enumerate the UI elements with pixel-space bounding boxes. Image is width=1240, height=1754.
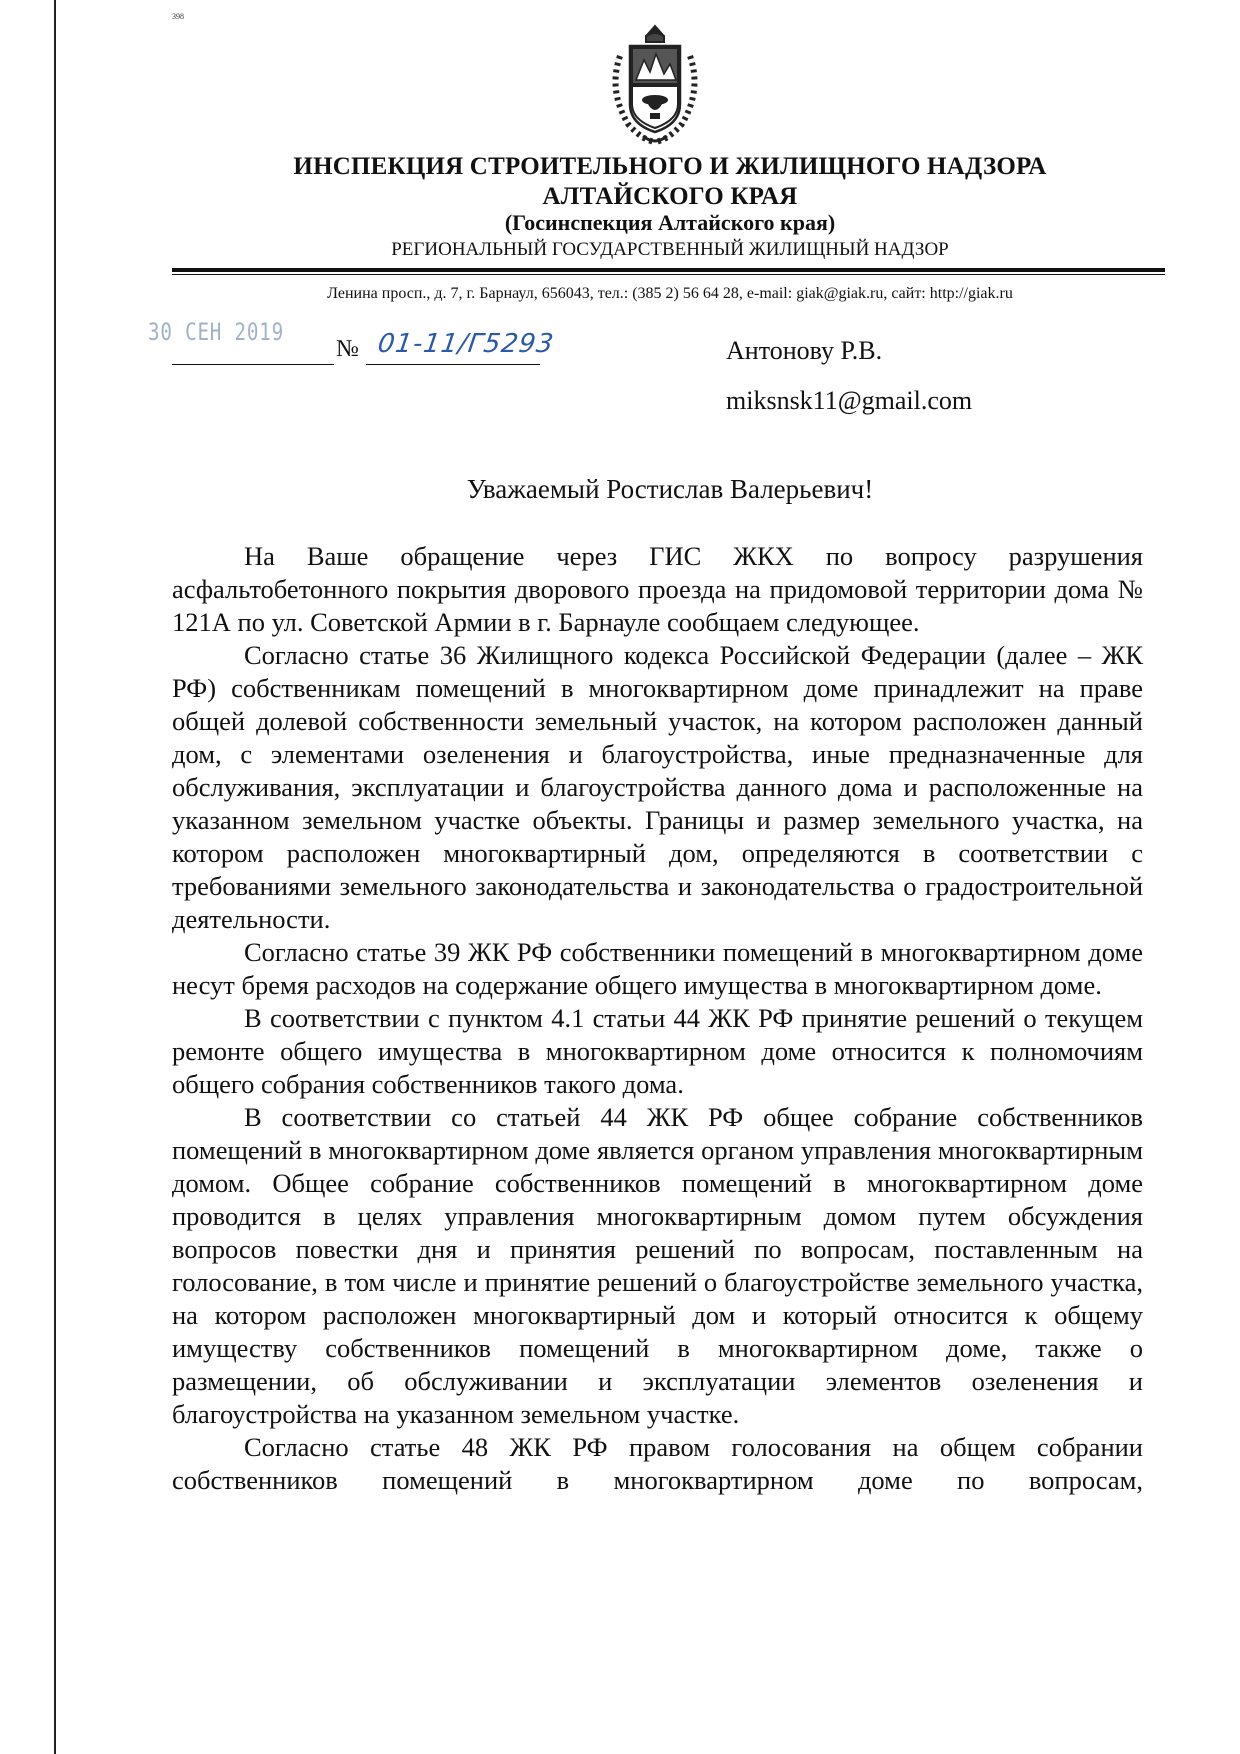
body-paragraph: В соответствии с пунктом 4.1 статьи 44 ЖК РФ принятие решений о текущем ремонте общего имущества в многоквартирном доме относится к полномочиям общего собрания собственников такого дома. bbox=[172, 1003, 1143, 1099]
header-rule-thick bbox=[172, 268, 1165, 272]
registration-number: 01-11/Г5293 bbox=[375, 329, 557, 359]
body-paragraph: Согласно статье 39 ЖК РФ собственники помещений в многоквартирном доме несут бремя расходов на содержание общего имущества в многоквартирном доме. bbox=[172, 937, 1143, 1000]
org-name-line1: ИНСПЕКЦИЯ СТРОИТЕЛЬНОГО И ЖИЛИЩНОГО НАДЗОРА bbox=[293, 153, 1047, 180]
recipient-name: Антонову Р.В. bbox=[726, 336, 883, 365]
org-short-name: (Госинспекция Алтайского края) bbox=[504, 210, 836, 235]
body-paragraph: В соответствии со статьей 44 ЖК РФ общее собрание собственников помещений в многоквартирном доме является органом управления многоквартирным домом. Общее собрание собственников помещений в многоквартирном доме проводится в целях управления многоквартирным домом путем обсуждения вопросов повестки дня и принятия решений по вопросам, поставленным на голосование, в том числе и принятие решений о благоустройстве земельного участка, на котором расположен многоквартирный дом и который относится к общему имуществу собственников помещений в многоквартирном доме, также о размещении, об обслуживании и эксплуатации элементов озеленения и благоустройства на указанном земельном участке. bbox=[172, 1102, 1143, 1429]
department-name: РЕГИОНАЛЬНЫЙ ГОСУДАРСТВЕННЫЙ ЖИЛИЩНЫЙ НАДЗОР bbox=[391, 239, 949, 260]
date-stamp: 30 СЕН 2019 bbox=[148, 318, 284, 346]
left-margin-line bbox=[54, 0, 56, 1754]
recipient-email: miksnsk11@gmail.com bbox=[726, 386, 973, 415]
page-number: 398 bbox=[172, 12, 184, 21]
salutation: Уважаемый Ростислав Валерьевич! bbox=[466, 474, 874, 504]
body-paragraph: Согласно статье 48 ЖК РФ правом голосования на общем собрании собственников помещений в многоквартирном доме по вопросам, bbox=[172, 1432, 1143, 1495]
org-name-line2: АЛТАЙСКОГО КРАЯ bbox=[542, 183, 798, 210]
org-name bbox=[170, 152, 1170, 212]
coat-of-arms-emblem bbox=[598, 20, 712, 148]
number-label: № bbox=[336, 336, 359, 362]
date-underline bbox=[172, 364, 334, 365]
header-rule-thin bbox=[172, 274, 1165, 275]
body-paragraph: Согласно статье 36 Жилищного кодекса Российской Федерации (далее – ЖК РФ) собственникам помещений в многоквартирном доме принадлежит на праве общей долевой собственности земельный участок, на котором расположен данный дом, с элементами озеленения и благоустройства, иные предназначенные для обслуживания, эксплуатации и благоустройства данного дома и расположенные на указанном земельном участке объекты. Границы и размер земельного участка, на котором расположен многоквартирный дом, определяются в соответствии с требованиями земельного законодательства и законодательства о градостроительной деятельности. bbox=[172, 640, 1143, 934]
org-contacts: Ленина просп., д. 7, г. Барнаул, 656043, тел.: (385 2) 56 64 28, e-mail: giak@giak.ru, сайт: http://giak.ru bbox=[327, 285, 1013, 302]
number-underline bbox=[366, 364, 540, 365]
body-paragraph: На Ваше обращение через ГИС ЖКХ по вопросу разрушения асфальтобетонного покрытия дворового проезда на придомовой территории дома № 121А по ул. Советской Армии в г. Барнауле сообщаем следующее. bbox=[172, 541, 1143, 637]
letter-body bbox=[172, 540, 1143, 1497]
